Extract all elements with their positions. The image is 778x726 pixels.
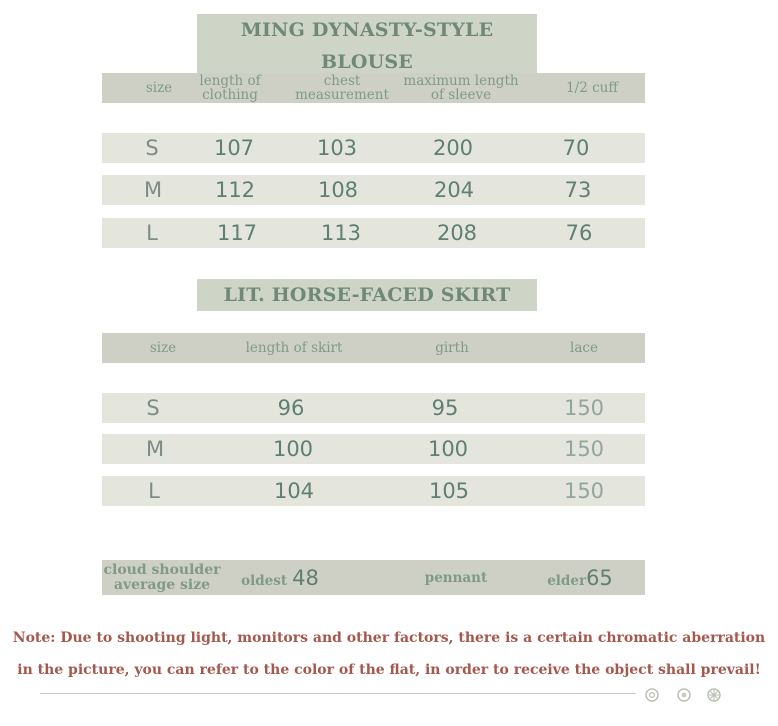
skirt-header-length: length of skirt bbox=[245, 340, 343, 356]
cloud-shoulder-label-text: cloud shoulder average size bbox=[103, 561, 221, 593]
cloud-pennant-label: pennant bbox=[424, 569, 488, 586]
cloud-elder bbox=[547, 566, 613, 590]
blouse-header-length bbox=[199, 74, 260, 102]
skirt-m-lace: 150 bbox=[563, 437, 605, 461]
blouse-header-row bbox=[102, 73, 645, 103]
skirt-size-s: S bbox=[146, 396, 160, 420]
skirt-row-m bbox=[102, 434, 645, 464]
skirt-header-row bbox=[102, 333, 645, 363]
blouse-header-chest-text: chest measurement bbox=[295, 73, 389, 103]
cloud-oldest bbox=[241, 566, 319, 590]
blouse-l-sleeve: 208 bbox=[436, 221, 478, 245]
blouse-l-cuff: 76 bbox=[565, 221, 593, 245]
blouse-s-sleeve: 200 bbox=[432, 136, 474, 160]
skirt-row-l bbox=[102, 476, 645, 506]
blouse-size-m: M bbox=[143, 178, 163, 202]
cloud-shoulder-label bbox=[104, 563, 221, 593]
cloud-elder-value: 65 bbox=[586, 565, 613, 590]
skirt-header-girth: girth bbox=[435, 340, 469, 356]
skirt-l-length: 104 bbox=[273, 479, 315, 503]
blouse-s-chest: 103 bbox=[316, 136, 358, 160]
blouse-m-sleeve: 204 bbox=[433, 178, 475, 202]
blouse-header-chest bbox=[295, 74, 389, 102]
blouse-m-length: 112 bbox=[214, 178, 256, 202]
skirt-size-l: L bbox=[148, 479, 160, 503]
blouse-l-chest: 113 bbox=[320, 221, 362, 245]
blouse-s-length: 107 bbox=[213, 136, 255, 160]
blouse-size-s: S bbox=[145, 136, 159, 160]
skirt-m-girth: 100 bbox=[427, 437, 469, 461]
flower-icon bbox=[707, 688, 721, 702]
skirt-m-length: 100 bbox=[272, 437, 314, 461]
cloud-shoulder-row bbox=[102, 560, 645, 595]
footer-divider bbox=[40, 693, 636, 694]
blouse-m-cuff: 73 bbox=[564, 178, 592, 202]
blouse-header-cuff: 1/2 cuff bbox=[566, 80, 618, 96]
skirt-size-m: M bbox=[145, 437, 165, 461]
blouse-row-s bbox=[102, 133, 645, 163]
skirt-header-lace: lace bbox=[570, 340, 598, 356]
skirt-l-lace: 150 bbox=[563, 479, 605, 503]
skirt-s-length: 96 bbox=[277, 396, 305, 420]
blouse-header-size: size bbox=[145, 80, 173, 96]
flower-icon bbox=[645, 688, 659, 702]
note-line-2: in the picture, you can refer to the color of the flat, in order to receive the object shall prevail! bbox=[17, 662, 761, 678]
cloud-oldest-value: 48 bbox=[292, 565, 319, 590]
blouse-row-l bbox=[102, 218, 645, 248]
blouse-header-length-text: length of clothing bbox=[199, 73, 261, 103]
skirt-title: LIT. HORSE-FACED SKIRT bbox=[197, 279, 537, 311]
blouse-header-sleeve bbox=[403, 74, 518, 102]
flower-icon bbox=[677, 688, 691, 702]
blouse-title: MING DYNASTY-STYLE BLOUSE bbox=[197, 14, 537, 78]
skirt-l-girth: 105 bbox=[428, 479, 470, 503]
blouse-row-m bbox=[102, 175, 645, 205]
cloud-elder-label: elder bbox=[547, 572, 587, 589]
note-line-1: Note: Due to shooting light, monitors and other factors, there is a certain chromatic aberration bbox=[12, 630, 766, 646]
skirt-header-size: size bbox=[149, 340, 177, 356]
skirt-s-girth: 95 bbox=[431, 396, 459, 420]
blouse-s-cuff: 70 bbox=[562, 136, 590, 160]
blouse-l-length: 117 bbox=[216, 221, 258, 245]
blouse-header-sleeve-text: maximum length of sleeve bbox=[403, 73, 519, 103]
skirt-row-s bbox=[102, 393, 645, 423]
cloud-oldest-label: oldest bbox=[241, 572, 288, 589]
blouse-m-chest: 108 bbox=[317, 178, 359, 202]
blouse-size-l: L bbox=[146, 221, 158, 245]
skirt-s-lace: 150 bbox=[563, 396, 605, 420]
